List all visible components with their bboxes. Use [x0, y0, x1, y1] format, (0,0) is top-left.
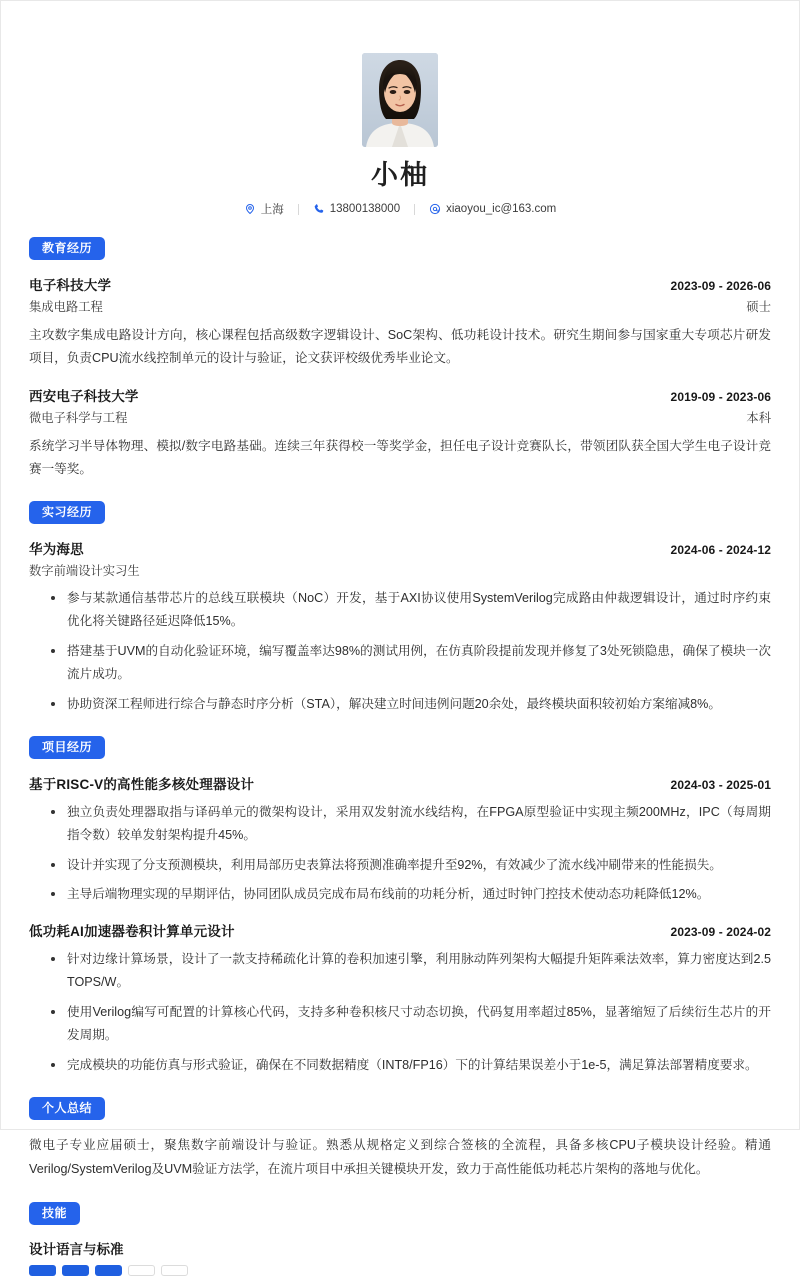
resume-header [29, 1, 771, 217]
entry-sub [29, 561, 771, 579]
internship-bullets [29, 587, 771, 716]
skill-segment-empty [161, 1265, 188, 1276]
section-skills [29, 1202, 771, 1276]
education-entry [29, 385, 771, 482]
location-pin-icon [244, 203, 256, 215]
list-item: 针对边缘计算场景，设计了一款支持稀疏化计算的卷积加速引擎，利用脉动阵列架构大幅提升矩阵乘法效率，算力密度达到2.5 TOPS/W。 [51, 948, 771, 994]
skill-group [29, 1238, 771, 1276]
degree: 本科 [746, 410, 771, 425]
project-date: 2023-09 - 2024-02 [670, 925, 771, 940]
project-date: 2024-03 - 2025-01 [670, 777, 771, 792]
section-education [29, 237, 771, 481]
skill-segment-filled [29, 1265, 56, 1276]
list-item: 完成模块的功能仿真与形式验证，确保在不同数据精度（INT8/FP16）下的计算结果误差小于1e-5，满足算法部署精度要求。 [51, 1054, 771, 1077]
section-projects [29, 736, 771, 1077]
section-badge-education: 教育经历 [29, 237, 105, 260]
company-name: 华为海思 [29, 542, 84, 558]
list-item: 独立负责处理器取指与译码单元的微架构设计，采用双发射流水线结构，在FPGA原型验证中实现主频200MHz，IPC（每周期指令数）较单发射架构提升45%。 [51, 801, 771, 847]
contact-email-value: xiaoyou_ic@163.com [446, 203, 557, 216]
degree: 硕士 [746, 300, 771, 315]
contact-row [29, 201, 771, 217]
entry-head [29, 274, 771, 294]
section-badge-projects: 项目经历 [29, 736, 105, 759]
entry-head [29, 920, 771, 940]
project-entry [29, 920, 771, 1077]
project-title: 低功耗AI加速器卷积计算单元设计 [29, 924, 235, 940]
phone-icon [313, 203, 325, 215]
section-summary [29, 1097, 771, 1182]
section-badge-internship: 实习经历 [29, 501, 105, 524]
section-badge-summary: 个人总结 [29, 1097, 105, 1120]
skill-rating-bar [29, 1265, 771, 1276]
contact-email [415, 203, 570, 215]
list-item: 参与某款通信基带芯片的总线互联模块（NoC）开发，基于AXI协议使用SystemVerilog完成路由仲裁逻辑设计，通过时序约束优化将关键路径延迟降低15%。 [51, 587, 771, 633]
list-item: 使用Verilog编写可配置的计算核心代码，支持多种卷积核尺寸动态切换，代码复用率超过85%，显著缩短了后续衍生芯片的开发周期。 [51, 1001, 771, 1047]
entry-sub [29, 297, 771, 315]
major: 微电子科学与工程 [29, 410, 128, 425]
education-entry [29, 274, 771, 371]
school-name: 西安电子科技大学 [29, 388, 139, 404]
list-item: 设计并实现了分支预测模块，利用局部历史表算法将预测准确率提升至92%，有效减少了流水线冲刷带来的性能损失。 [51, 854, 771, 877]
contact-phone-value: 13800138000 [329, 203, 401, 216]
entry-head [29, 773, 771, 793]
section-internship [29, 501, 771, 716]
project-entry [29, 773, 771, 907]
entry-sub [29, 408, 771, 426]
list-item: 主导后端物理实现的早期评估，协同团队成员完成布局布线前的功耗分析，通过时钟门控技术使动态功耗降低12%。 [51, 883, 771, 906]
skill-category-label: 设计语言与标准 [29, 1242, 124, 1258]
project-bullets [29, 948, 771, 1077]
list-item: 搭建基于UVM的自动化验证环境，编写覆盖率达98%的测试用例，在仿真阶段提前发现并修复了3处死锁隐患，确保了模块一次流片成功。 [51, 640, 771, 686]
internship-date: 2024-06 - 2024-12 [670, 543, 771, 558]
project-title: 基于RISC-V的高性能多核处理器设计 [29, 776, 255, 792]
internship-entry [29, 538, 771, 716]
skill-segment-filled [62, 1265, 89, 1276]
contact-location-value: 上海 [260, 204, 284, 217]
education-date: 2023-09 - 2026-06 [670, 279, 771, 294]
contact-phone [299, 203, 414, 215]
education-description: 系统学习半导体物理、模拟/数字电路基础。连续三年获得校一等奖学金，担任电子设计竞赛队长，带领团队获全国大学生电子设计竞赛一等奖。 [29, 438, 771, 476]
project-bullets [29, 801, 771, 907]
school-name: 电子科技大学 [29, 278, 112, 294]
entry-head [29, 385, 771, 405]
section-badge-skills: 技能 [29, 1202, 80, 1225]
education-description: 主攻数字集成电路设计方向，核心课程包括高级数字逻辑设计、SoC架构、低功耗设计技术。研究生期间参与国家重大专项芯片研发项目，负责CPU流水线控制单元的设计与验证，论文获评校级优秀毕业论文。 [29, 328, 771, 366]
email-at-icon [429, 203, 441, 215]
avatar [362, 53, 438, 147]
education-date: 2019-09 - 2023-06 [670, 389, 771, 404]
major: 集成电路工程 [29, 300, 103, 315]
entry-head [29, 538, 771, 558]
list-item: 协助资深工程师进行综合与静态时序分析（STA），解决建立时间违例问题20余处，最终模块面积较初始方案缩减8%。 [51, 693, 771, 716]
job-role: 数字前端设计实习生 [29, 564, 140, 579]
contact-location [230, 201, 298, 217]
summary-text: 微电子专业应届硕士，聚焦数字前端设计与验证。熟悉从规格定义到综合签核的全流程，具备多核CPU子模块设计经验。精通Verilog/SystemVerilog及UVM验证方法学，在流片项目中承担关键模块开发，致力于高性能低功耗芯片架构的落地与优化。 [29, 1137, 771, 1177]
skill-segment-filled [95, 1265, 122, 1276]
page-title: 小柚 [371, 160, 429, 190]
skill-segment-empty [128, 1265, 155, 1276]
